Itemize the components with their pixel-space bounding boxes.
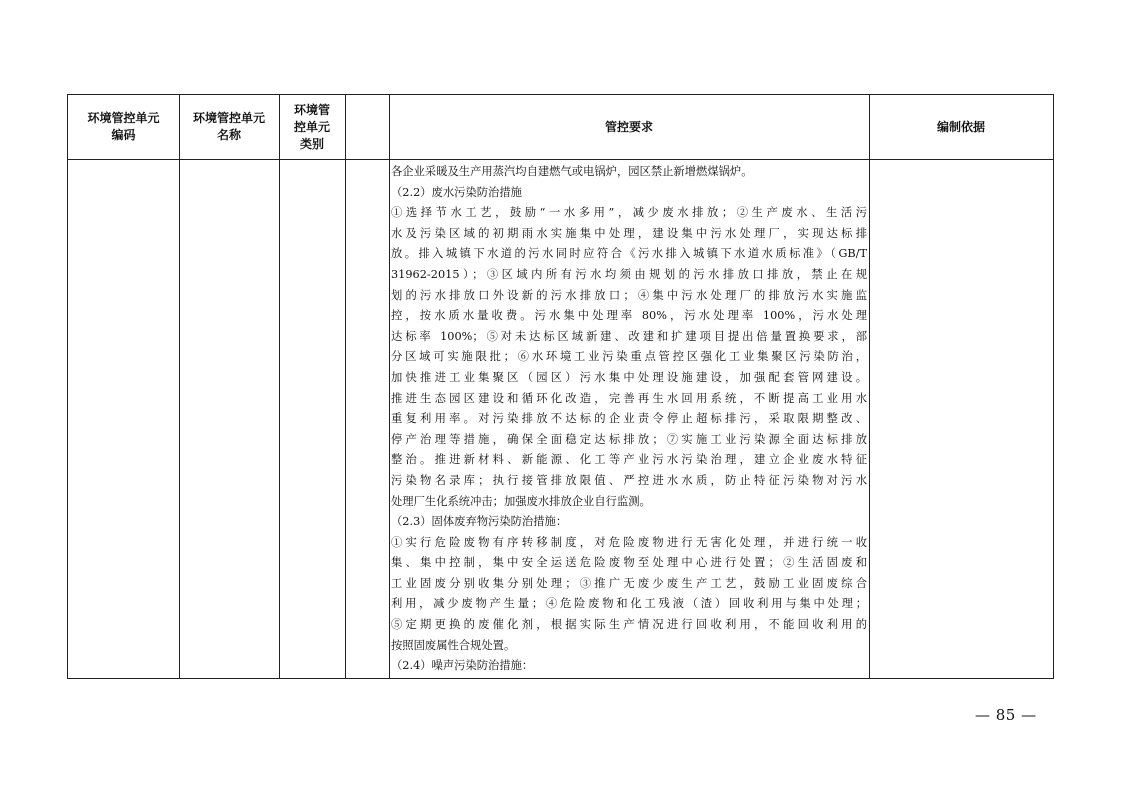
control-requirements-table [67,94,1054,679]
requirement-text-line: 放。排入城镇下水道的污水同时应符合《污水排入城镇下水道水质标准》（GB/T [391,247,867,261]
control-requirements-content [391,162,867,677]
requirement-text-line: 推进生态园区建设和循环化改造，完善再生水回用系统，不断提高工业用水 [391,391,867,405]
requirement-text-line: 停产治理等措施，确保全面稳定达标排放；⑦实施工业污染源全面达标排放 [391,432,867,446]
requirement-text-line: 加快推进工业集聚区（园区）污水集中处理设施建设，加强配套管网建设。 [391,370,867,384]
requirement-text-line: 处理厂生化系统冲击；加强废水排放企业自行监测。 [391,494,651,508]
header-divider [68,159,1053,160]
requirement-text-line: ⑤定期更换的废催化剂，根据实际生产情况进行回收利用，不能回收利用的 [391,618,867,632]
requirement-text-line: 达标率 100%；⑤对未达标区域新建、改建和扩建项目提出倍量置换要求，部 [391,329,867,343]
requirement-text-line: 按照固废属性合规处置。 [391,638,516,652]
requirement-text-line: 控，按水质水量收费。污水集中处理率 80%，污水处理率 100%，污水处理 [391,309,867,323]
header-control-requirements: 管控要求 [604,119,653,134]
header-unit-category: 环境管 控单元 类别 [293,102,330,151]
requirement-text-line: 利用，减少废物产生量；④危险废物和化工残液（渣）回收利用与集中处理； [391,597,867,611]
requirement-text-line: 整治。推进新材料、新能源、化工等产业污水污染治理，建立企业废水特征 [391,453,867,467]
requirement-text-line: 污染物名录库；执行接管排放限值、严控进水水质，防止特征污染物对污水 [391,473,867,487]
requirement-text-line: 集、集中控制，集中安全运送危险废物至处理中心进行处置；②生活固废和 [391,556,867,570]
column-divider [179,95,180,678]
requirement-text-line: 分区域可实施限批；⑥水环境工业污染重点管控区强化工业集聚区污染防治， [391,350,867,364]
column-divider [869,95,870,678]
page-number: — 85 — [975,706,1037,724]
requirement-text-line: ①实行危险废物有序转移制度，对危险废物进行无害化处理，并进行统一收 [391,535,867,549]
requirement-text-line: 划的污水排放口外设新的污水排放口；④集中污水处理厂的排放污水实施监 [391,288,867,302]
requirement-text-line: 重复利用率。对污染排放不达标的企业责令停止超标排污，采取限期整改、 [391,412,867,426]
column-divider [345,95,346,678]
requirement-text-line: （2.3）固体废弃物污染防治措施： [391,515,568,529]
header-unit-code: 环境管控单元 编码 [87,111,160,142]
requirement-text-line: 各企业采暖及生产用蒸汽均自建燃气或电锅炉，园区禁止新增燃煤锅炉。 [391,165,753,178]
column-divider [389,95,390,678]
requirement-text-line: 工业固废分别收集分别处理；③推广无废少废生产工艺，鼓励工业固废综合 [391,576,867,590]
column-divider [279,95,280,678]
header-unit-name: 环境管控单元 名称 [192,111,265,142]
header-compilation-basis: 编制依据 [936,119,985,134]
requirement-text-line: 31962-2015）；③区域内所有污水均须由规划的污水排放口排放，禁止在规 [391,267,867,281]
requirement-text-line: ①选择节水工艺，鼓励“一水多用”，减少废水排放；②生产废水、生活污 [391,206,867,220]
requirement-text-line: 水及污染区域的初期雨水实施集中处理，建设集中污水处理厂，实现达标排 [391,226,867,240]
requirement-text-line: （2.2）废水污染防治措施 [391,185,522,199]
requirement-text-line: （2.4）噪声污染防治措施： [391,659,534,673]
